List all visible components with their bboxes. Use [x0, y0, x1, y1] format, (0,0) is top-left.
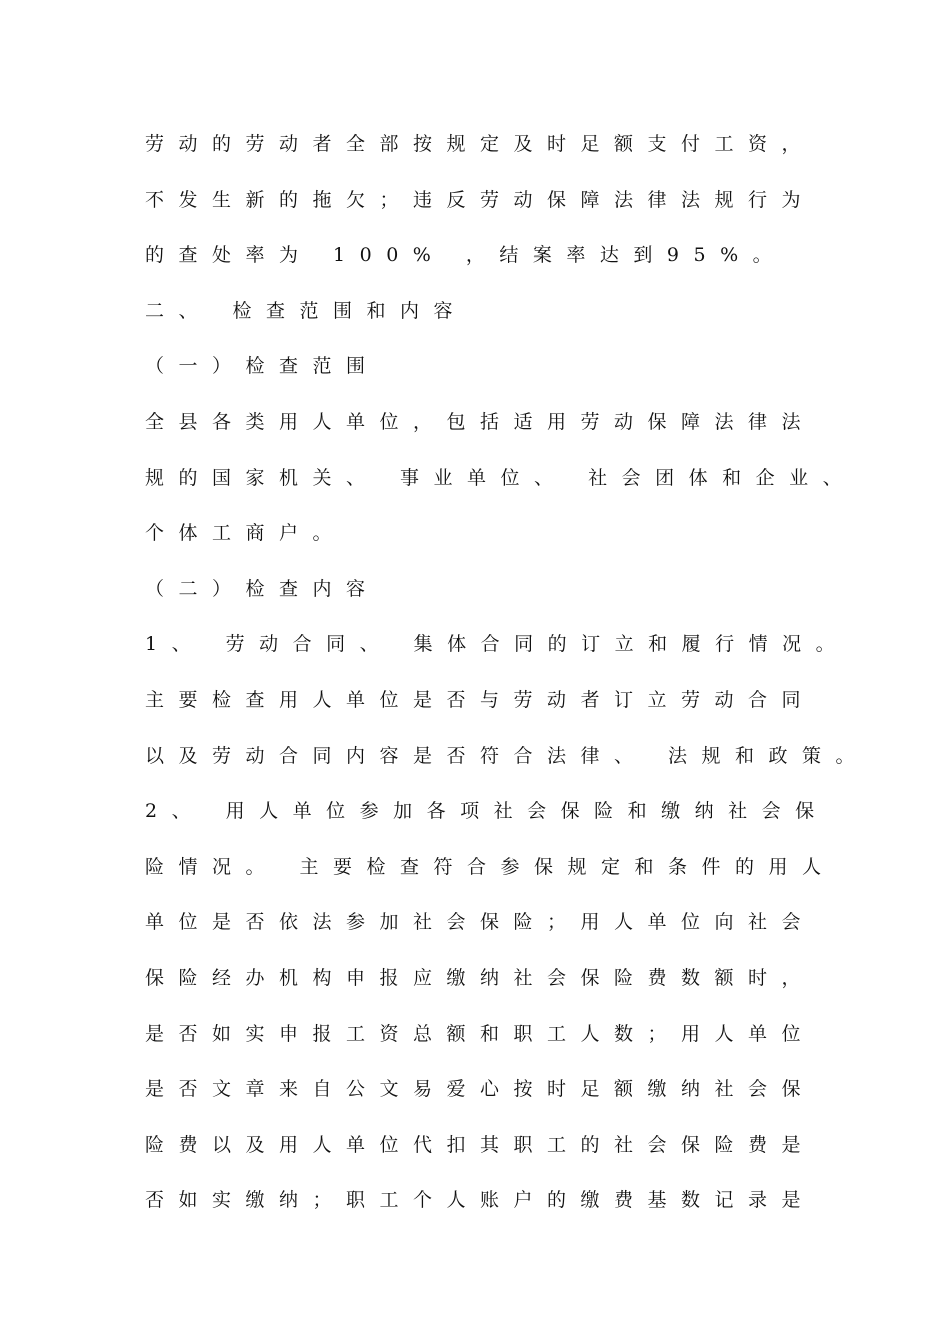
text-line: 1、 劳动合同、 集体合同的订立和履行情况。 — [145, 633, 850, 656]
text-line: 是否如实申报工资总额和职工人数；用人单位 — [145, 1022, 816, 1045]
text-line: 劳动的劳动者全部按规定及时足额支付工资， — [145, 133, 816, 155]
text-line: 个体工商户。 — [145, 522, 347, 545]
section-heading: 二、 检查范围和内容 — [145, 299, 468, 322]
text-line: 是否文章来自公文易爱心按时足额缴纳社会保 — [145, 1078, 816, 1101]
text-line: 保险经办机构申报应缴纳社会保险费数额时， — [145, 966, 816, 989]
text-line: 规的国家机关、 事业单位、 社会团体和企业、 — [145, 466, 857, 489]
text-line: 险费以及用人单位代扣其职工的社会保险费是 — [145, 1133, 816, 1156]
subsection-heading: （二）检查内容 — [145, 577, 380, 600]
text-line: 不发生新的拖欠；违反劳动保障法律法规行为 — [145, 188, 816, 211]
subsection-heading: （一）检查范围 — [145, 355, 380, 378]
text-line: 2、 用人单位参加各项社会保险和缴纳社会保 — [145, 800, 829, 823]
text-line: 险情况。 主要检查符合参保规定和条件的用人 — [145, 855, 836, 878]
text-line: 主要检查用人单位是否与劳动者订立劳动合同 — [145, 688, 816, 711]
text-line: 单位是否依法参加社会保险；用人单位向社会 — [145, 911, 816, 934]
text-line: 以及劳动合同内容是否符合法律、 法规和政策。 — [145, 744, 870, 767]
text-line: 否如实缴纳；职工个人账户的缴费基数记录是 — [145, 1189, 816, 1212]
text-line: 全县各类用人单位，包括适用劳动保障法律法 — [145, 410, 816, 433]
document-body — [145, 124, 870, 1236]
text-line: 的查处率为 100% ，结案率达到95%。 — [145, 244, 787, 267]
